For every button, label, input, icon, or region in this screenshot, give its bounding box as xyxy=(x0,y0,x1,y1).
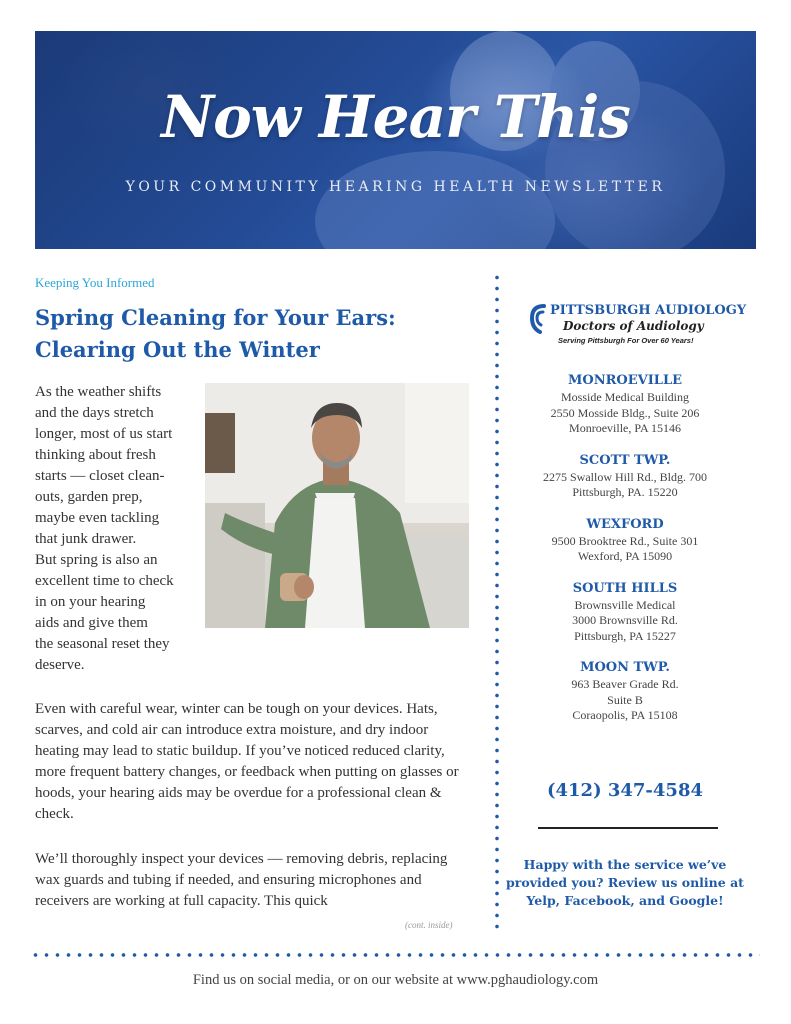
pittsburgh-audiology-logo[interactable] xyxy=(528,302,747,352)
location-name: MOON TWP. xyxy=(580,660,670,675)
address-line: Pittsburgh, PA 15227 xyxy=(574,628,676,643)
intro-line: outs, garden prep, xyxy=(35,489,143,505)
continued-inside-note: (cont. inside) xyxy=(405,920,453,930)
vertical-dotted-divider xyxy=(494,272,500,934)
location-moon-twp xyxy=(510,659,740,724)
intro-line: aids and give them xyxy=(35,615,148,631)
location-list xyxy=(510,372,740,739)
location-monroeville xyxy=(510,372,740,437)
intro-line: As the weather shifts xyxy=(35,384,162,400)
address-line: 2550 Mosside Bldg., Suite 206 xyxy=(550,405,700,420)
phone-number[interactable]: (412) 347-4584 xyxy=(546,780,703,801)
intro-line: maybe even tackling xyxy=(35,510,160,526)
address-line: Suite B xyxy=(607,692,643,707)
intro-line: thinking about fresh xyxy=(35,447,156,463)
intro-line: and the days stretch xyxy=(35,405,154,421)
intro-line: in on your hearing xyxy=(35,594,146,610)
address-line: 3000 Brownsville Rd. xyxy=(572,613,678,627)
intro-line: starts — closet clean- xyxy=(35,468,165,484)
address-line: 9500 Brooktree Rd., Suite 301 xyxy=(551,533,699,548)
intro-line: excellent time to check xyxy=(35,573,174,589)
location-name: SOUTH HILLS xyxy=(572,580,678,596)
intro-line: deserve. xyxy=(35,657,85,673)
intro-line: longer, most of us start xyxy=(35,426,173,442)
headline-line-1: Spring Cleaning for Your Ears: xyxy=(35,305,396,330)
review-line: provided you? Review us online at xyxy=(506,875,744,890)
address-line: 2275 Swallow Hill Rd., Bldg. 700 xyxy=(542,469,707,484)
newsletter-subtitle: YOUR COMMUNITY HEARING HEALTH NEWSLETTER xyxy=(125,179,666,195)
location-name: WEXFORD xyxy=(586,516,664,532)
ear-logo-icon xyxy=(528,302,550,336)
logo-tagline: Serving Pittsburgh For Over 60 Years! xyxy=(558,336,694,345)
address-line: Brownsville Medical xyxy=(574,597,676,612)
address-line: Pittsburgh, PA. 15220 xyxy=(572,485,678,499)
location-south-hills xyxy=(510,580,740,645)
footer-text: Find us on social media, or on our website at www.pghaudiology.com xyxy=(192,972,599,988)
address-line: 963 Beaver Grade Rd. xyxy=(571,677,679,691)
review-line: Yelp, Facebook, and Google! xyxy=(526,893,724,908)
location-name: MONROEVILLE xyxy=(568,373,682,388)
section-kicker: Keeping You Informed xyxy=(35,275,155,290)
article-headline xyxy=(35,302,455,366)
newsletter-title: Now Hear This xyxy=(161,83,630,151)
location-scott-twp xyxy=(510,452,740,501)
intro-line: that junk drawer. xyxy=(35,531,137,547)
review-callout xyxy=(505,856,745,910)
address-line: Coraopolis, PA 15108 xyxy=(572,708,678,722)
sidebar-rule xyxy=(538,827,718,829)
article-paragraph-2: Even with careful wear, winter can be tough on your devices. Hats, scarves, and cold air can introduce extra moisture, and dry indoor heating may lead to static buildup. If you’ve noticed reduced clarity, more frequent battery changes, or feedback when putting on glasses or hoods, your hearing aids may be overdue for a professional clean & check. xyxy=(35,701,459,822)
article-intro-paragraph xyxy=(35,382,195,676)
headline-line-2: Clearing Out the Winter xyxy=(35,337,320,362)
address-line: Mosside Medical Building xyxy=(561,390,689,404)
article-paragraph-3: We’ll thoroughly inspect your devices — removing debris, replacing wax guards and tubing if needed, and ensuring microphones and receivers are working at full capacity. This quick xyxy=(35,851,448,909)
location-wexford xyxy=(510,516,740,565)
intro-line: the seasonal reset they xyxy=(35,636,170,652)
horizontal-dotted-divider xyxy=(30,952,760,958)
intro-line: But spring is also an xyxy=(35,552,158,568)
logo-subtitle: Doctors of Audiology xyxy=(563,319,704,333)
address-line: Monroeville, PA 15146 xyxy=(569,421,681,435)
header-banner xyxy=(35,31,756,249)
address-line: Wexford, PA 15090 xyxy=(577,549,673,563)
logo-name: PITTSBURGH AUDIOLOGY xyxy=(550,303,747,318)
review-line: Happy with the service we’ve xyxy=(523,857,727,872)
man-with-mug-illustration xyxy=(205,383,469,628)
location-name: SCOTT TWP. xyxy=(579,452,671,468)
article-photo xyxy=(205,383,469,628)
